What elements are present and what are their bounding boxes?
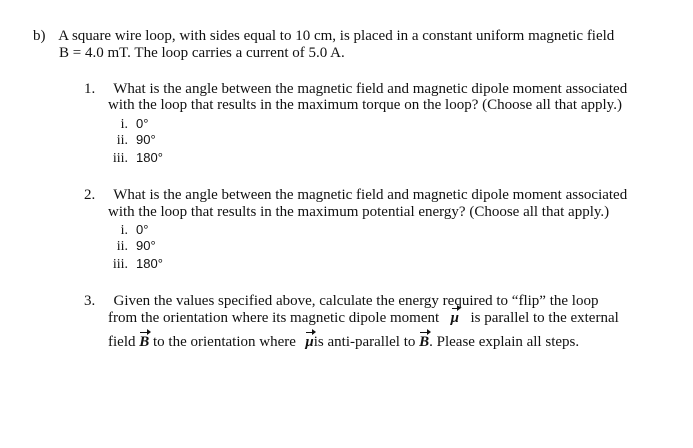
option-value: 90° [136, 132, 156, 147]
question-1-option-2 [108, 132, 156, 149]
question-2-text-1: What is the angle between the magnetic field and magnetic dipole moment associated [113, 187, 628, 203]
option-roman: iii. [112, 257, 128, 272]
option-value: 90° [136, 238, 156, 253]
question-3-text-2b: is parallel to the external [470, 310, 619, 326]
option-value: 0° [136, 222, 149, 237]
option-roman: iii. [112, 151, 128, 166]
question-3-number: 3. [84, 293, 96, 309]
question-1-number: 1. [84, 81, 96, 97]
mu-vector-symbol: μ [450, 310, 460, 326]
question-1-option-3 [108, 150, 163, 167]
option-roman: ii. [116, 133, 128, 148]
option-roman: i. [120, 223, 128, 238]
question-2-option-2 [108, 238, 156, 255]
b-vector-symbol: B [139, 334, 150, 350]
option-roman: i. [120, 117, 128, 132]
option-value: 180° [136, 150, 163, 165]
question-3-text-3d: . Please explain all steps. [429, 334, 580, 350]
question-3-line-3 [108, 333, 579, 351]
question-1-text-1: What is the angle between the magnetic field and magnetic dipole moment associated [113, 81, 628, 97]
question-2-option-3 [108, 256, 163, 273]
intro-label: b) [33, 28, 46, 44]
intro-line-1 [33, 27, 614, 45]
intro-line-2: B = 4.0 mT. The loop carries a current of 5.0 A. [59, 45, 345, 61]
question-3-text-2a: from the orientation where its magnetic dipole moment [108, 310, 440, 326]
question-3-text-3b: to the orientation where [153, 334, 296, 350]
question-3-line-1 [84, 292, 598, 310]
option-value: 180° [136, 256, 163, 271]
option-roman: ii. [116, 239, 128, 254]
intro-text-1: A square wire loop, with sides equal to 10 cm, is placed in a constant uniform magnetic field [58, 28, 615, 44]
question-3-text-1: Given the values specified above, calculate the energy required to “flip” the loop [113, 293, 599, 309]
question-2-number: 2. [84, 187, 96, 203]
question-1-option-1 [108, 116, 148, 133]
mu-vector-symbol: μ [305, 334, 314, 350]
question-2-option-1 [108, 222, 148, 239]
b-vector-symbol: B [419, 334, 430, 350]
question-1-line-2: with the loop that results in the maximum torque on the loop? (Choose all that apply.) [108, 97, 622, 113]
question-3-line-2 [108, 309, 619, 327]
question-2-line-2: with the loop that results in the maximum potential energy? (Choose all that apply.) [108, 204, 610, 220]
option-value: 0° [136, 116, 149, 131]
question-3-text-3c: is anti-parallel to [313, 334, 416, 350]
question-2-line-1 [84, 186, 627, 204]
question-3-text-3a: field [108, 334, 136, 350]
